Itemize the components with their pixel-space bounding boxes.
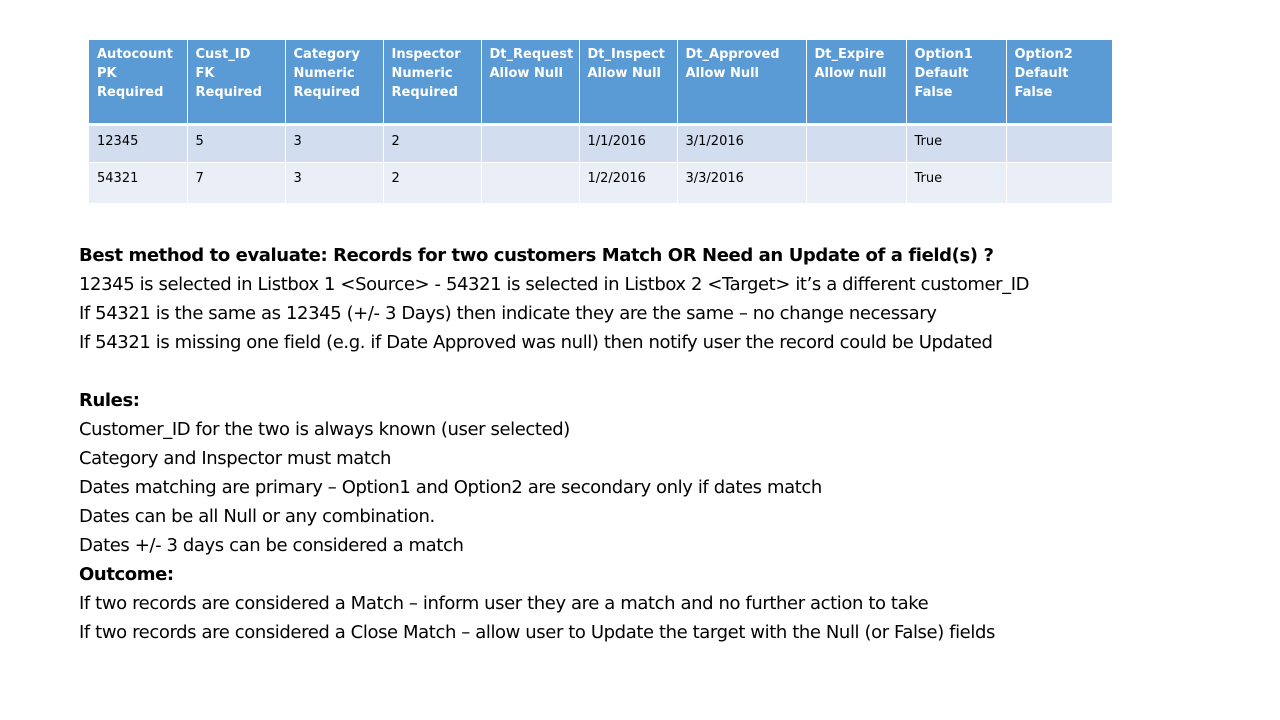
- column-header-line: Default: [1014, 66, 1069, 81]
- question-heading: Best method to evaluate: Records for two customers Match OR Need an Update of a field(s) ?: [79, 245, 994, 266]
- rule-item: Customer_ID for the two is always known (user selected): [79, 419, 570, 440]
- table-cell: [1006, 124, 1112, 162]
- column-header-line: FK: [195, 66, 215, 81]
- column-header: [383, 40, 481, 124]
- table-cell: [806, 124, 906, 162]
- description-line: 12345 is selected in Listbox 1 <Source> - 54321 is selected in Listbox 2 <Target> it’s a different customer_ID: [79, 274, 1030, 295]
- column-header-line: Dt_Request: [489, 47, 574, 62]
- spacer: [79, 357, 1029, 386]
- rules-heading: Rules:: [79, 390, 140, 411]
- table-cell: [481, 124, 579, 162]
- outcome-item: If two records are considered a Close Match – allow user to Update the target with the Null (or False) fields: [79, 622, 995, 643]
- description-text: [79, 241, 1029, 647]
- table-cell: 7: [187, 162, 285, 203]
- outcome-heading: Outcome:: [79, 564, 174, 585]
- column-header-line: False: [914, 85, 953, 100]
- column-header-line: Dt_Inspect: [587, 47, 665, 62]
- column-header: [579, 40, 677, 124]
- column-header: [677, 40, 806, 124]
- rule-item: Dates +/- 3 days can be considered a match: [79, 535, 464, 556]
- column-header-line: Required: [293, 85, 360, 100]
- column-header-line: Inspector: [391, 47, 461, 62]
- records-table: [89, 40, 1112, 204]
- column-header-line: Allow Null: [489, 66, 563, 81]
- column-header-line: Required: [97, 85, 164, 100]
- table-cell: True: [906, 162, 1006, 203]
- header-row: [89, 40, 1112, 124]
- column-header-line: Required: [391, 85, 458, 100]
- column-header-line: Cust_ID: [195, 47, 251, 62]
- table-cell: 12345: [89, 124, 187, 162]
- table-cell: 2: [383, 162, 481, 203]
- table-row: [89, 162, 1112, 203]
- column-header: [89, 40, 187, 124]
- table-cell: 3: [285, 124, 383, 162]
- column-header: [187, 40, 285, 124]
- column-header: [1006, 40, 1112, 124]
- table-cell: 2: [383, 124, 481, 162]
- outcome-item: If two records are considered a Match – inform user they are a match and no further action to take: [79, 593, 929, 614]
- column-header-line: Allow null: [814, 66, 887, 81]
- column-header-line: Numeric: [391, 66, 453, 81]
- rule-item: Dates matching are primary – Option1 and Option2 are secondary only if dates match: [79, 477, 822, 498]
- column-header: [285, 40, 383, 124]
- table-cell: 1/1/2016: [579, 124, 677, 162]
- table-cell: 5: [187, 124, 285, 162]
- rule-item: Category and Inspector must match: [79, 448, 392, 469]
- column-header-line: Required: [195, 85, 262, 100]
- table-row: [89, 124, 1112, 162]
- rule-item: Dates can be all Null or any combination.: [79, 506, 435, 527]
- column-header-line: Autocount: [97, 47, 173, 62]
- column-header-line: Numeric: [293, 66, 355, 81]
- column-header-line: Allow Null: [587, 66, 661, 81]
- column-header-line: Category: [293, 47, 360, 62]
- table-cell: 1/2/2016: [579, 162, 677, 203]
- table-cell: 3/3/2016: [677, 162, 806, 203]
- table-cell: True: [906, 124, 1006, 162]
- table-cell: 3: [285, 162, 383, 203]
- table-cell: [481, 162, 579, 203]
- column-header-line: PK: [97, 66, 117, 81]
- column-header-line: Option1: [914, 47, 973, 62]
- column-header-line: Allow Null: [685, 66, 759, 81]
- column-header-line: Default: [914, 66, 969, 81]
- column-header: [806, 40, 906, 124]
- column-header: [481, 40, 579, 124]
- column-header-line: Dt_Approved: [685, 47, 780, 62]
- column-header-line: False: [1014, 85, 1053, 100]
- table-cell: 54321: [89, 162, 187, 203]
- description-line: If 54321 is the same as 12345 (+/- 3 Days) then indicate they are the same – no change necessary: [79, 303, 937, 324]
- column-header: [906, 40, 1006, 124]
- table-cell: 3/1/2016: [677, 124, 806, 162]
- description-line: If 54321 is missing one field (e.g. if Date Approved was null) then notify user the record could be Updated: [79, 332, 993, 353]
- table-cell: [1006, 162, 1112, 203]
- column-header-line: Dt_Expire: [814, 47, 885, 62]
- column-header-line: Option2: [1014, 47, 1073, 62]
- table-cell: [806, 162, 906, 203]
